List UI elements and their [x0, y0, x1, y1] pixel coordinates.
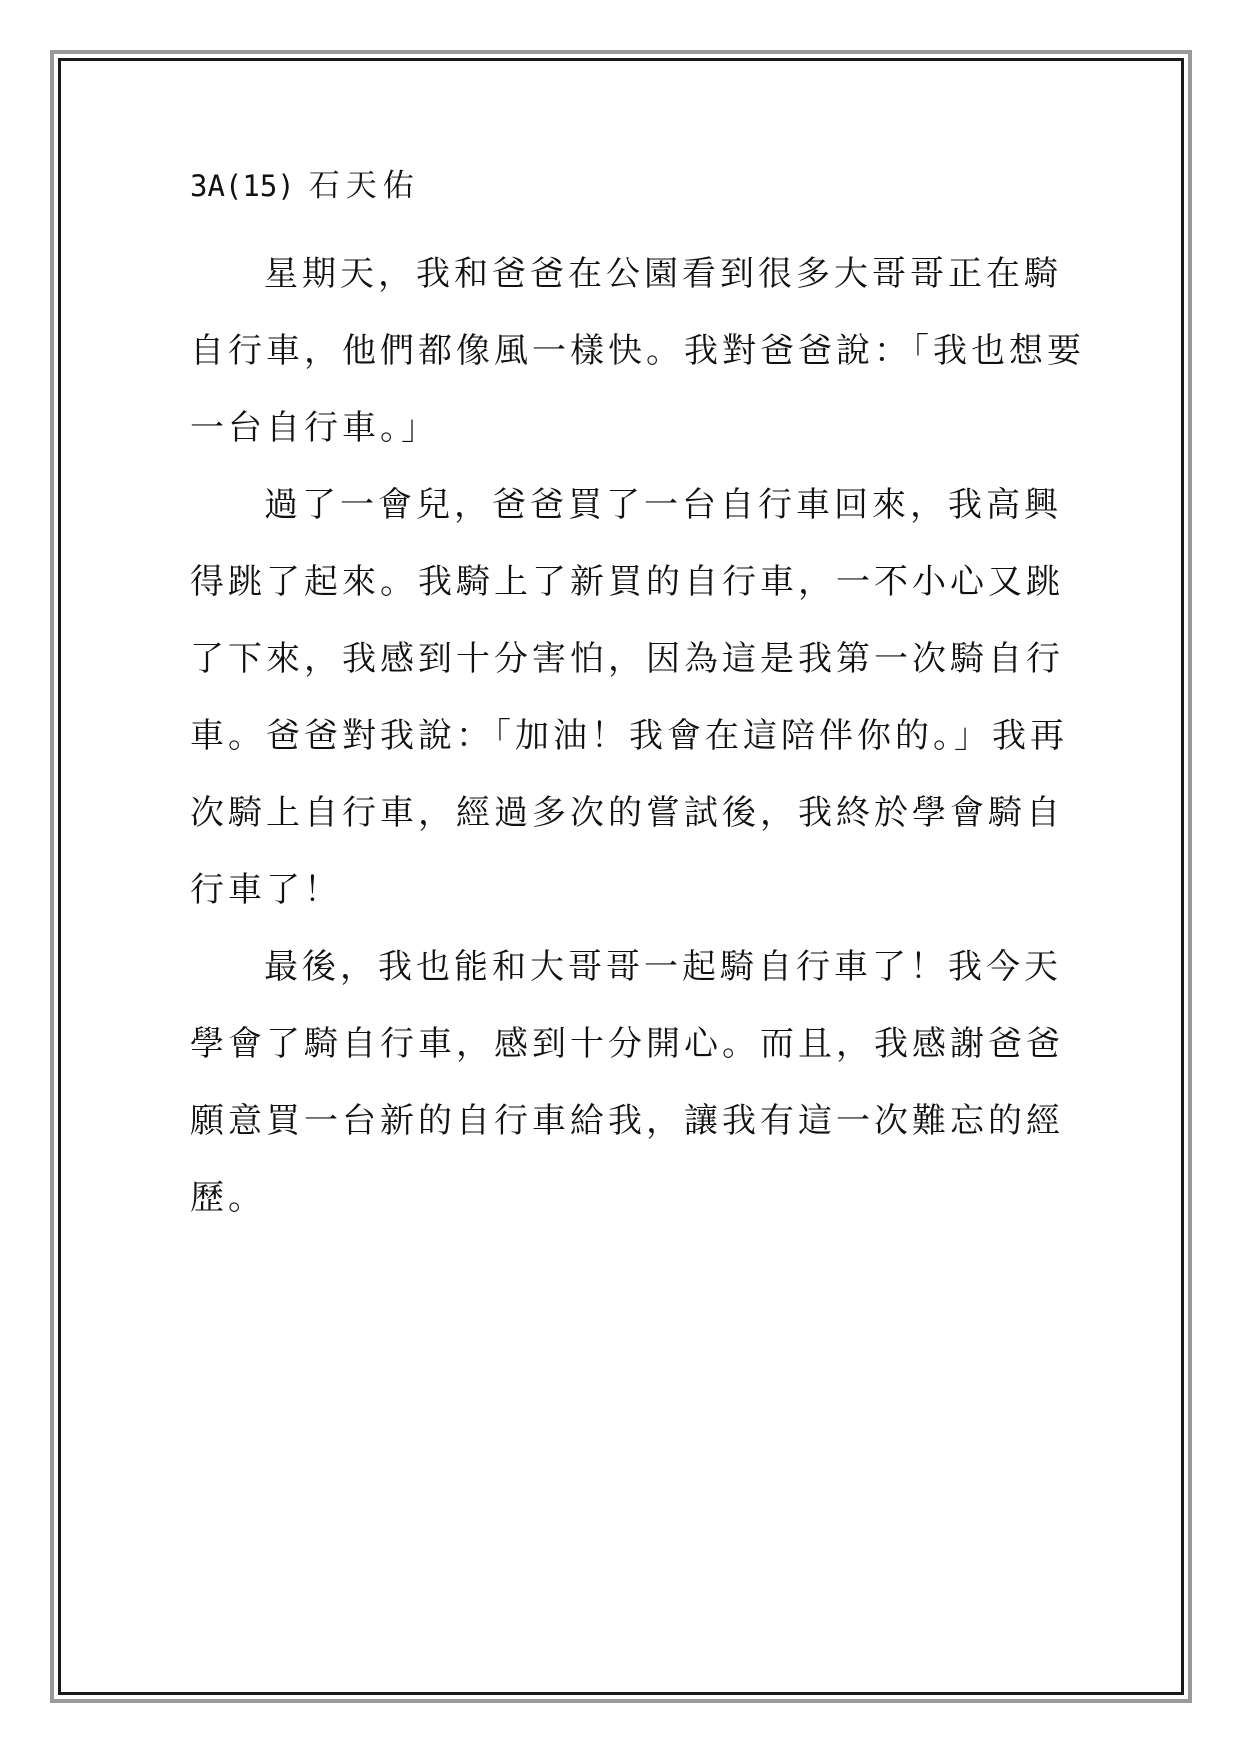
text-line: 最後，我也能和大哥哥一起騎自行車了！我今天 [264, 947, 1062, 987]
student-name: 石天佑 [308, 168, 420, 204]
text-line: 自行車，他們都像風一樣快。我對爸爸說：「我也想要 [190, 331, 1085, 371]
text-line: 願意買一台新的自行車給我，讓我有這一次難忘的經 [190, 1101, 1064, 1141]
paragraph-2 [190, 467, 1068, 929]
text-line: 行車了！ [190, 870, 342, 910]
class-number: 3A(15) [190, 169, 295, 203]
essay-body [190, 158, 1085, 1237]
text-line: 歷。 [190, 1178, 266, 1218]
text-line: 次騎上自行車，經過多次的嘗試後，我終於學會騎自 [190, 793, 1064, 833]
text-line: 得跳了起來。我騎上了新買的自行車，一不小心又跳 [190, 562, 1064, 602]
text-line: 了下來，我感到十分害怕，因為這是我第一次騎自行 [190, 639, 1064, 679]
text-line: 學會了騎自行車，感到十分開心。而且，我感謝爸爸 [190, 1024, 1064, 1064]
text-line: 一台自行車。」 [190, 408, 439, 448]
author-line [190, 158, 1060, 214]
text-line: 過了一會兒，爸爸買了一台自行車回來，我高興 [264, 485, 1062, 525]
paragraph-1 [190, 236, 1085, 467]
text-line: 星期天，我和爸爸在公園看到很多大哥哥正在騎 [264, 254, 1062, 294]
text-line: 車。爸爸對我說：「加油！我會在這陪伴你的。」我再 [190, 716, 1068, 756]
paragraph-3 [190, 929, 1064, 1237]
